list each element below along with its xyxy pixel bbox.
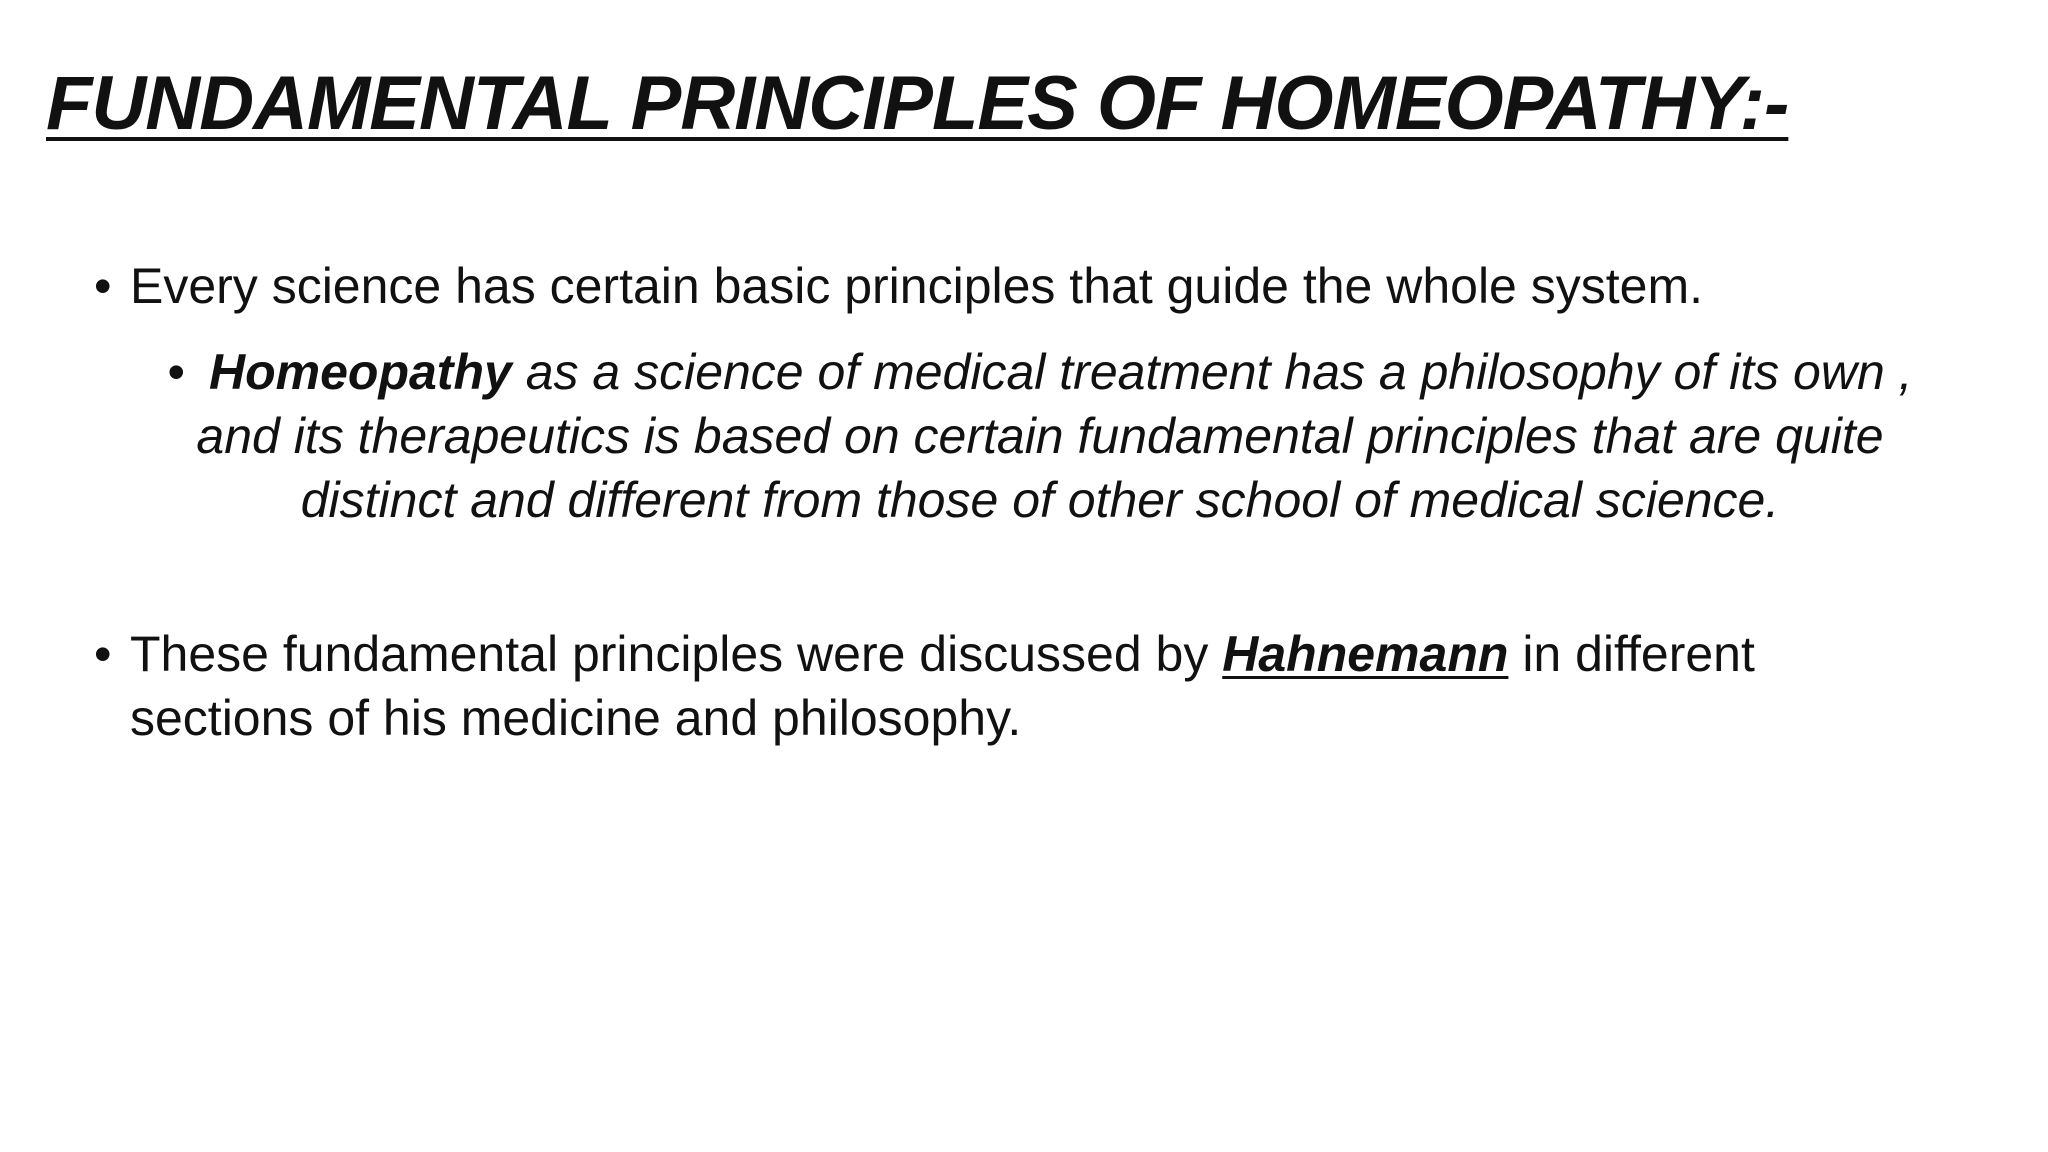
bullet-item-science-principles (94, 254, 1930, 318)
bullet-icon: • (94, 626, 112, 682)
bullet-text: as a science of medical treatment has a philosophy of its own , and its therapeutics is based on certain fundamental principles that are quite distinct and different from those of other school of medical science. (196, 344, 1913, 528)
bullet-text-after: in different sections of his medicine and philosophy. (130, 626, 1755, 746)
bullet-item-hahnemann (94, 622, 1920, 750)
bullet-icon: • (167, 344, 185, 400)
slide-title: FUNDAMENTAL PRINCIPLES OF HOMEOPATHY:- (46, 61, 1789, 146)
bullet-text-before: These fundamental principles were discussed by (130, 626, 1223, 682)
bullet-icon: • (94, 258, 112, 314)
bullet-item-homeopathy-philosophy (150, 340, 1930, 532)
bullet-emphasis-hahnemann: Hahnemann (1222, 626, 1509, 682)
bullet-emphasis-homeopathy: Homeopathy (208, 344, 512, 400)
bullet-text: Every science has certain basic principles that guide the whole system. (130, 258, 1703, 314)
